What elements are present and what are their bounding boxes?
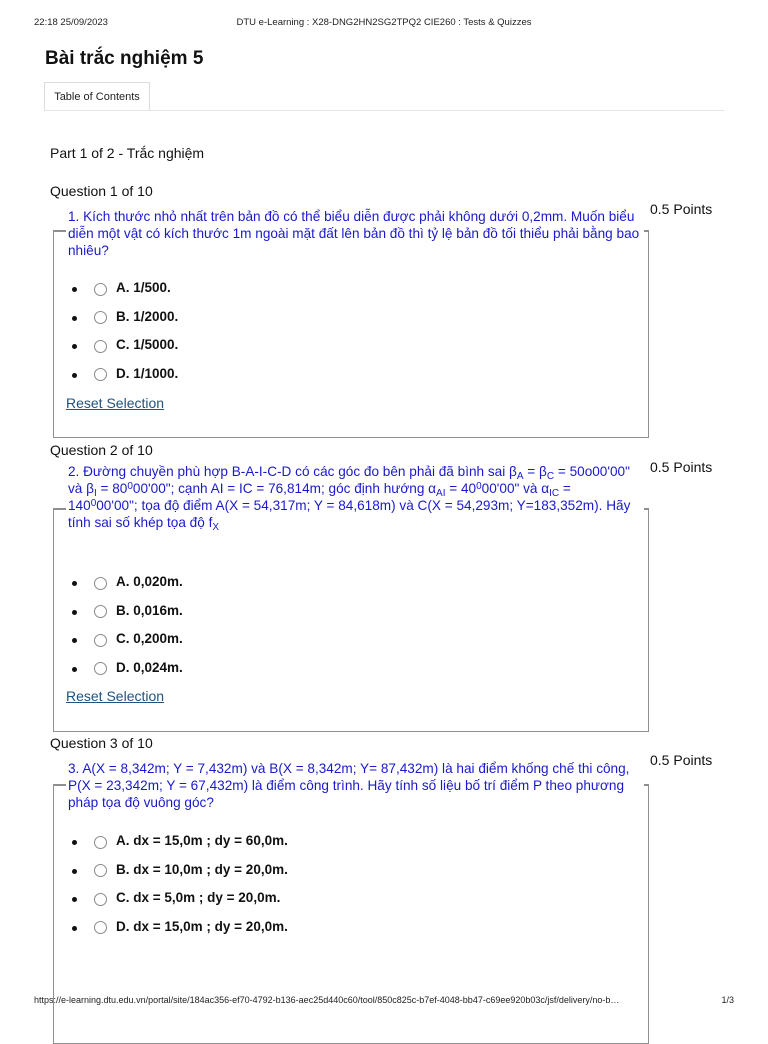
radio-button-q2-c[interactable] — [94, 634, 107, 647]
radio-button-q2-b[interactable] — [94, 605, 107, 618]
bullet-icon — [72, 926, 77, 931]
print-page-title: DTU e-Learning : X28-DNG2HN2SG2TPQ2 CIE260 : Tests & Quizzes — [236, 17, 532, 28]
bullet-icon — [72, 581, 77, 586]
radio-button-q3-b[interactable] — [94, 864, 107, 877]
option-label[interactable]: D. dx = 15,0m ; dy = 20,0m. — [116, 918, 288, 934]
option-label[interactable]: D. 1/1000. — [116, 365, 179, 381]
option-label[interactable]: B. dx = 10,0m ; dy = 20,0m. — [116, 861, 288, 877]
radio-button-q1-d[interactable] — [94, 368, 107, 381]
question-2-points: 0.5 Points — [650, 459, 713, 475]
option-label[interactable]: A. 0,020m. — [116, 574, 183, 589]
print-url: https://e-learning.dtu.edu.vn/portal/site/184ac356-ef70-4792-b136-aec25d440c60/tool/850c825c-b7ef-4048-bb47-c69ee920b03c/jsf/delivery/no-b… — [34, 995, 620, 1005]
bullet-icon — [72, 869, 77, 874]
option-label[interactable]: C. 1/5000. — [116, 337, 179, 352]
question-3-points: 0.5 Points — [650, 752, 713, 768]
radio-button-q2-d[interactable] — [94, 662, 107, 675]
question-2-label: Question 2 of 10 — [50, 442, 153, 458]
question-1-points: 0.5 Points — [650, 201, 713, 217]
radio-button-q3-d[interactable] — [94, 921, 107, 934]
question-1-label: Question 1 of 10 — [50, 183, 153, 199]
page-title: Bài trắc nghiệm 5 — [45, 48, 204, 69]
tab-table-of-contents[interactable]: Table of Contents — [44, 82, 150, 110]
radio-button-q1-a[interactable] — [94, 283, 107, 296]
bullet-icon — [72, 373, 77, 378]
question-3-label: Question 3 of 10 — [50, 735, 153, 751]
option-label[interactable]: C. 0,200m. — [116, 631, 183, 646]
option-label[interactable]: B. 0,016m. — [116, 602, 183, 618]
option-label[interactable]: C. dx = 5,0m ; dy = 20,0m. — [116, 890, 281, 905]
option-label[interactable]: D. 0,024m. — [116, 659, 183, 675]
print-datetime: 22:18 25/09/2023 — [34, 17, 108, 28]
option-label[interactable]: A. dx = 15,0m ; dy = 60,0m. — [116, 833, 288, 848]
reset-selection-link-q1[interactable]: Reset Selection — [66, 395, 165, 411]
print-page-number: 1/3 — [721, 995, 734, 1005]
radio-button-q2-a[interactable] — [94, 577, 107, 590]
bullet-icon — [72, 344, 77, 349]
question-3-text: 3. A(X = 8,342m; Y = 7,432m) và B(X = 8,342m; Y= 87,432m) là hai điểm khống chế thi công, P(X = 23,342m; Y = 67,432m) là điểm công trình. Hãy tính số liệu bố trí điểm P theo phương pháp tọa độ vuông góc? — [66, 760, 644, 811]
bullet-icon — [72, 638, 77, 643]
question-1-text: 1. Kích thước nhỏ nhất trên bản đồ có thể biểu diễn được phải không dưới 0,2mm. Muốn biểu diễn một vật có kích thước 1m ngoài mặt đất lên bản đồ thì tỷ lệ bản đồ tối thiểu phải bằng bao nhiêu? — [66, 208, 644, 259]
bullet-icon — [72, 840, 77, 845]
radio-button-q3-a[interactable] — [94, 836, 107, 849]
question-3-box — [53, 784, 649, 1044]
option-label[interactable]: B. 1/2000. — [116, 308, 179, 324]
radio-button-q1-b[interactable] — [94, 311, 107, 324]
question-2-text: 2. Đường chuyền phù hợp B-A-I-C-D có các góc đo bên phải đã bình sai $\beta_A = \beta_C = 50o00'00$" và $\beta_I = 80^000'00$"; cạnh AI = IC = 76,814m; góc định hướng $\alpha_{AI} = 40^000'00$" và $\alpha_{IC} = 140^000'00$"; tọa độ điểm A(X = 54,317m; Y = 84,618m) và C(X = 54,293m; Y=183,352m). Hãy tính sai số khép tọa độ $f_X$ — [66, 463, 644, 531]
bullet-icon — [72, 287, 77, 292]
radio-button-q1-c[interactable] — [94, 340, 107, 353]
bullet-icon — [72, 610, 77, 615]
reset-selection-link-q2[interactable]: Reset Selection — [66, 688, 165, 704]
bullet-icon — [72, 897, 77, 902]
part-title: Part 1 of 2 - Trắc nghiệm — [50, 145, 205, 161]
tab-divider — [44, 110, 724, 111]
option-label[interactable]: A. 1/500. — [116, 280, 171, 295]
radio-button-q3-c[interactable] — [94, 893, 107, 906]
bullet-icon — [72, 316, 77, 321]
bullet-icon — [72, 667, 77, 672]
